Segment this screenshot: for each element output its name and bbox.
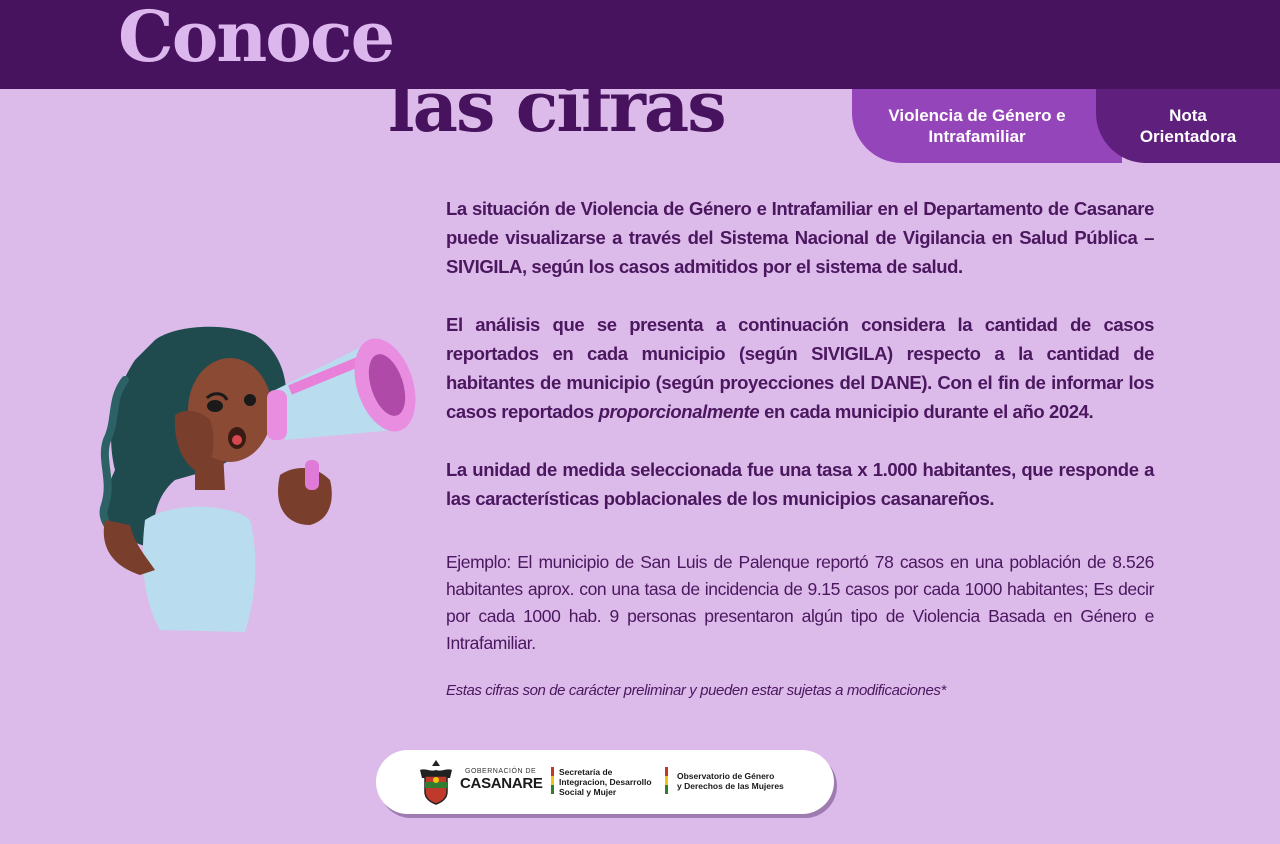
secretaria-line-1: Secretaría de — [559, 767, 613, 777]
title-line-1: Conoce — [118, 0, 394, 78]
observatorio-label — [677, 771, 807, 791]
document-type-tag — [1096, 89, 1280, 163]
right-arm — [278, 468, 332, 525]
gobernacion-prefix: GOBERNACIÓN DE — [465, 768, 537, 775]
intro-paragraph: La situación de Violencia de Género e Intrafamiliar en el Departamento de Casanare puede visualizarse a través del Sistema Nacional de Vigilancia en Salud Pública –SIVIGILA, según los casos admitidos por el sistema de salud. — [446, 198, 1154, 277]
category-tag — [852, 89, 1122, 163]
title-line-2: las cifras — [388, 65, 725, 148]
observatorio-line-2: y Derechos de las Mujeres — [677, 781, 784, 791]
example-paragraph: Ejemplo: El municipio de San Luis de Palenque reportó 78 casos en una población de 8.526 habitantes aprox. con una tasa de incidencia de 9.15 casos por cada 1000 habitantes; Es decir por cada 1000 hab. 9 personas presentaron algún tipo de Violencia Basada en Género e Intrafamiliar. — [446, 552, 1154, 653]
divider-left — [551, 767, 554, 794]
casanare-coat-of-arms-icon — [416, 758, 456, 806]
category-tags — [852, 89, 1280, 163]
disclaimer-note: Estas cifras son de carácter preliminar y pueden estar sujetas a modificaciones* — [446, 682, 946, 699]
analysis-paragraph — [446, 310, 1154, 426]
category-tag-label: Violencia de Género e Intrafamiliar — [888, 106, 1066, 146]
analysis-emphasis: proporcionalmente — [598, 401, 760, 422]
observatorio-line-1: Observatorio de Género — [677, 771, 775, 781]
secretaria-line-2: Integracion, Desarrollo — [559, 777, 652, 787]
analysis-text-start: El análisis que se presenta a continuación considera la cantidad de casos reportados en cada municipio (según SIVIGILA) respecto a la cantidad de habitantes de municipio (según proyecciones del DANE). Con el fin de informar los casos reportados — [446, 314, 1154, 422]
footer-logos — [376, 750, 834, 814]
document-type-label: Nota Orientadora — [1139, 106, 1237, 146]
woman-with-megaphone-illustration — [95, 320, 425, 640]
secretaria-label — [559, 767, 669, 797]
secretaria-line-3: Social y Mujer — [559, 787, 617, 797]
white-top — [143, 507, 256, 632]
main-content — [446, 194, 1154, 701]
gobernacion-name: CASANARE — [460, 775, 543, 792]
divider-right — [665, 767, 668, 794]
unit-paragraph: La unidad de medida seleccionada fue una tasa x 1.000 habitantes, que responde a las características poblacionales de los municipios casanareños. — [446, 459, 1154, 509]
analysis-text-end: en cada municipio durante el año 2024. — [759, 401, 1094, 422]
